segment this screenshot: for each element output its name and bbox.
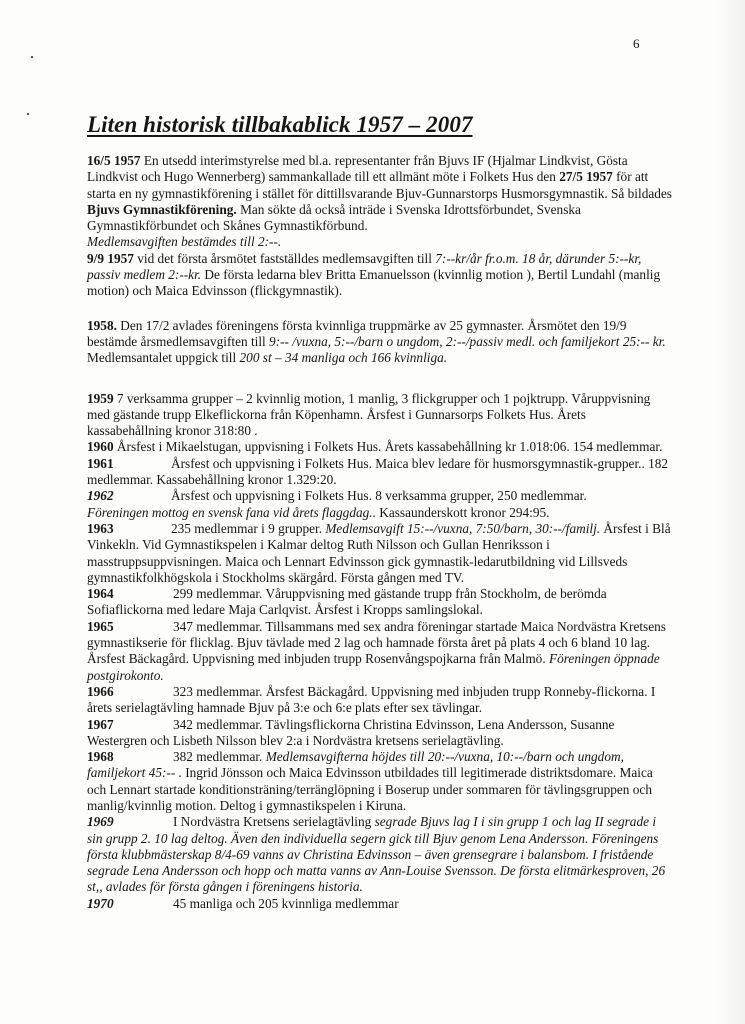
year-label: 1961 <box>87 455 114 471</box>
entry-1961 <box>87 456 672 489</box>
year-label: 1963 <box>87 520 114 536</box>
entry-text: Kassaunderskott kronor 294:95. <box>375 504 550 520</box>
entry-text: 323 medlemmar. Årsfest Bäckagård. Uppvisning med inbjuden trupp Ronneby-flickorna. I årets serielagtävling hamnade Bjuv på 3:e och 6:e plats efter sex tävlingar. <box>87 683 656 716</box>
year-label: 1965 <box>87 618 114 634</box>
entry-1966 <box>87 684 672 717</box>
entry-text: 299 medlemmar. Våruppvisning med gästande trupp från Stockholm, de berömda Sofiaflickorna med ledare Maja Carlqvist. Årsfest i Kropps samlingslokal. <box>87 586 607 618</box>
entry-1963 <box>87 521 672 586</box>
entry-italic: Föreningen öppnade postgirokonto. <box>87 651 660 683</box>
entry-text: I Nordvästra Kretsens serielagtävling <box>173 814 375 830</box>
entry-text: Medlemsantalet uppgick till <box>87 350 240 366</box>
entry-italic: segrade Bjuvs lag I i sin grupp 1 och lag II segrade i sin grupp 2. 10 lag deltog. Även den individuella segern gick till Bjuv genom Lena Andersson. Föreningens första klubbmästerskap 8/4-69 vanns av Christina Edvinsson – även grensegrare i balansbom. I fristående segrade Lena Andersson och hopp och matta vanns av Ann-Louise Svensson. De första elitmärkesproven, 26 st,, avlades för första gången i föreningens historia. <box>87 814 666 895</box>
entry-1962 <box>87 488 672 521</box>
year-label: 1968 <box>87 749 114 765</box>
year-label: 1962 <box>87 488 114 504</box>
entry-text: Årsfest och uppvisning i Folkets Hus. Maica blev ledare för husmorsgymnastik-grupper.. 182 medlemmar. Kassabehållning kronor 1.329:20. <box>87 455 669 488</box>
entry-text: De första ledarna blev Britta Emanuelsson (kvinnlig motion ), Bertil Lundahl (manlig motion) och Maica Edvinsson (flickgymnastik). <box>87 267 661 299</box>
entry-text: Årsfest i Mikaelstugan, uppvisning i Folkets Hus. Årets kassabehållning kr 1.018:06. 154 medlemmar. <box>113 439 663 455</box>
entry-italic: 9:-- /vuxna, 5:--/barn o ungdom, 2:--/passiv medl. och familjekort 25:-- kr. <box>269 333 666 349</box>
entry-1964 <box>87 586 672 619</box>
entry-italic: 200 st – 34 manliga och 166 kvinnliga. <box>239 350 448 366</box>
year-label: 1966 <box>87 683 114 699</box>
year-label: 1960 <box>87 439 114 455</box>
entry-1958 <box>87 318 672 367</box>
entry-text: 7 verksamma grupper – 2 kvinnlig motion, 1 manlig, 3 flickgrupper och 1 pojktrupp. Våruppvisning med gästande trupp Elkeflickorna från Köpenhamn. Årsfest i Gunnarsorps Folkets Hus. Årets kassabehållning kronor 318:80 . <box>87 390 651 439</box>
entry-italic: Medlemsavgiften bestämdes till 2:--. <box>87 234 282 250</box>
entry-text: för att starta en ny gymnastikförening i stället för dittillsvarande Bjuv-Gunnarstorps Husmorsgymnastik. Så bildades <box>87 169 672 201</box>
scan-speck <box>27 113 29 115</box>
entry-1968 <box>87 749 672 814</box>
entry-1960 <box>87 439 672 455</box>
entry-text: 382 medlemmar. <box>173 749 266 765</box>
entry-text: Den 17/2 avlades föreningens första kvinnliga truppmärke av 25 gymnaster. Årsmötet den 19/9 bestämde årsmedlemsavgiften till <box>87 317 627 349</box>
year-label: 1964 <box>87 586 114 602</box>
entry-1967 <box>87 717 672 750</box>
entry-1970 <box>87 896 672 912</box>
entry-1957 <box>87 153 672 300</box>
entry-text: 347 medlemmar. Tillsammans med sex andra föreningar startade Maica Nordvästra Kretsens gymnastikserie för flicklag. Bjuv tävlade med 2 lag och hamnade första året på plats 4 och 6 bland 10 lag. Årsfest Bäckagård. Uppvisning med inbjuden trupp Rosenvångspojkarna från Malmö. <box>87 618 666 667</box>
year-label: 1970 <box>87 895 114 911</box>
year-label: 1969 <box>87 814 114 830</box>
scan-speck <box>31 56 33 58</box>
document-body <box>87 153 672 912</box>
entry-text: vid det första årsmötet fastställdes medlemsavgiften till <box>133 250 436 266</box>
date-label: 9/9 1957 <box>87 250 134 266</box>
club-name: Bjuvs Gymnastikförening. <box>87 201 237 217</box>
year-label: 1958. <box>87 317 117 333</box>
scan-edge-shadow <box>717 0 745 1024</box>
year-label: 1967 <box>87 716 114 732</box>
entry-text: 45 manliga och 205 kvinnliga medlemmar <box>173 895 399 911</box>
entry-italic: Medlemsavgifterna höjdes till 20:--/vuxna, 10:--/barn och ungdom, familjekort 45:-- . <box>87 749 624 781</box>
entry-text: 342 medlemmar. Tävlingsflickorna Christina Edvinsson, Lena Andersson, Susanne Westergren och Lisbeth Nilsson blev 2:a i Nordvästra kretsens serielagtävling. <box>87 716 615 748</box>
entry-text: Man sökte då också inträde i Svenska Idrottsförbundet, Svenska Gymnastikförbundet och Skånes Gymnastikförbund. <box>87 201 581 234</box>
date-label: 27/5 1957 <box>559 169 613 185</box>
entry-italic: Medlemsavgift 15:--/vuxna, 7:50/barn, 30:--/familj. <box>325 520 601 536</box>
entry-text: En utsedd interimstyrelse med bl.a. representanter från Bjuvs IF (Hjalmar Lindkvist, Gösta Lindkvist och Hugo Wennerberg) sammankallade till ett allmänt möte i Folkets Hus den <box>87 153 628 185</box>
entry-text: 235 medlemmar i 9 grupper. <box>171 520 326 536</box>
entry-italic: 7:--kr/år fr.o.m. 18 år, därunder 5:--kr, passiv medlem 2:--kr. <box>87 250 642 283</box>
entry-1969 <box>87 814 672 895</box>
page-number: 6 <box>633 36 640 51</box>
entry-text: Årsfest och uppvisning i Folkets Hus. 8 verksamma grupper, 250 medlemmar. <box>171 488 587 504</box>
entry-1959 <box>87 391 672 440</box>
entry-text: Ingrid Jönsson och Maica Edvinsson utbildades till legitimerade distriktsdomare. Maica och Lennart startade konditionsträning/terränglöpning i Boserup under sommaren för tävlingsgruppen och manlig/kvinnlig motion. Deltog i gymnastikspelen i Kiruna. <box>87 765 653 813</box>
year-label: 1959 <box>87 390 114 406</box>
entry-italic: Föreningen mottog en svensk fana vid årets flaggdag.. <box>87 504 376 520</box>
page-title: Liten historisk tillbakablick 1957 – 2007 <box>87 112 473 137</box>
entry-1965 <box>87 619 672 684</box>
entry-text: Årsfest i Blå Vinkekln. Vid Gymnastikspelen i Kalmar deltog Ruth Nilsson och Gullan Henriksson i masstruppsuppvisningen. Maica och Lennart Edvinsson gick gymnastik-ledarutbildning vid Lillsveds gymnastikfolkhögskola i Stockholms skärgård. Första gången med TV. <box>87 520 671 585</box>
date-label: 16/5 1957 <box>87 153 141 168</box>
